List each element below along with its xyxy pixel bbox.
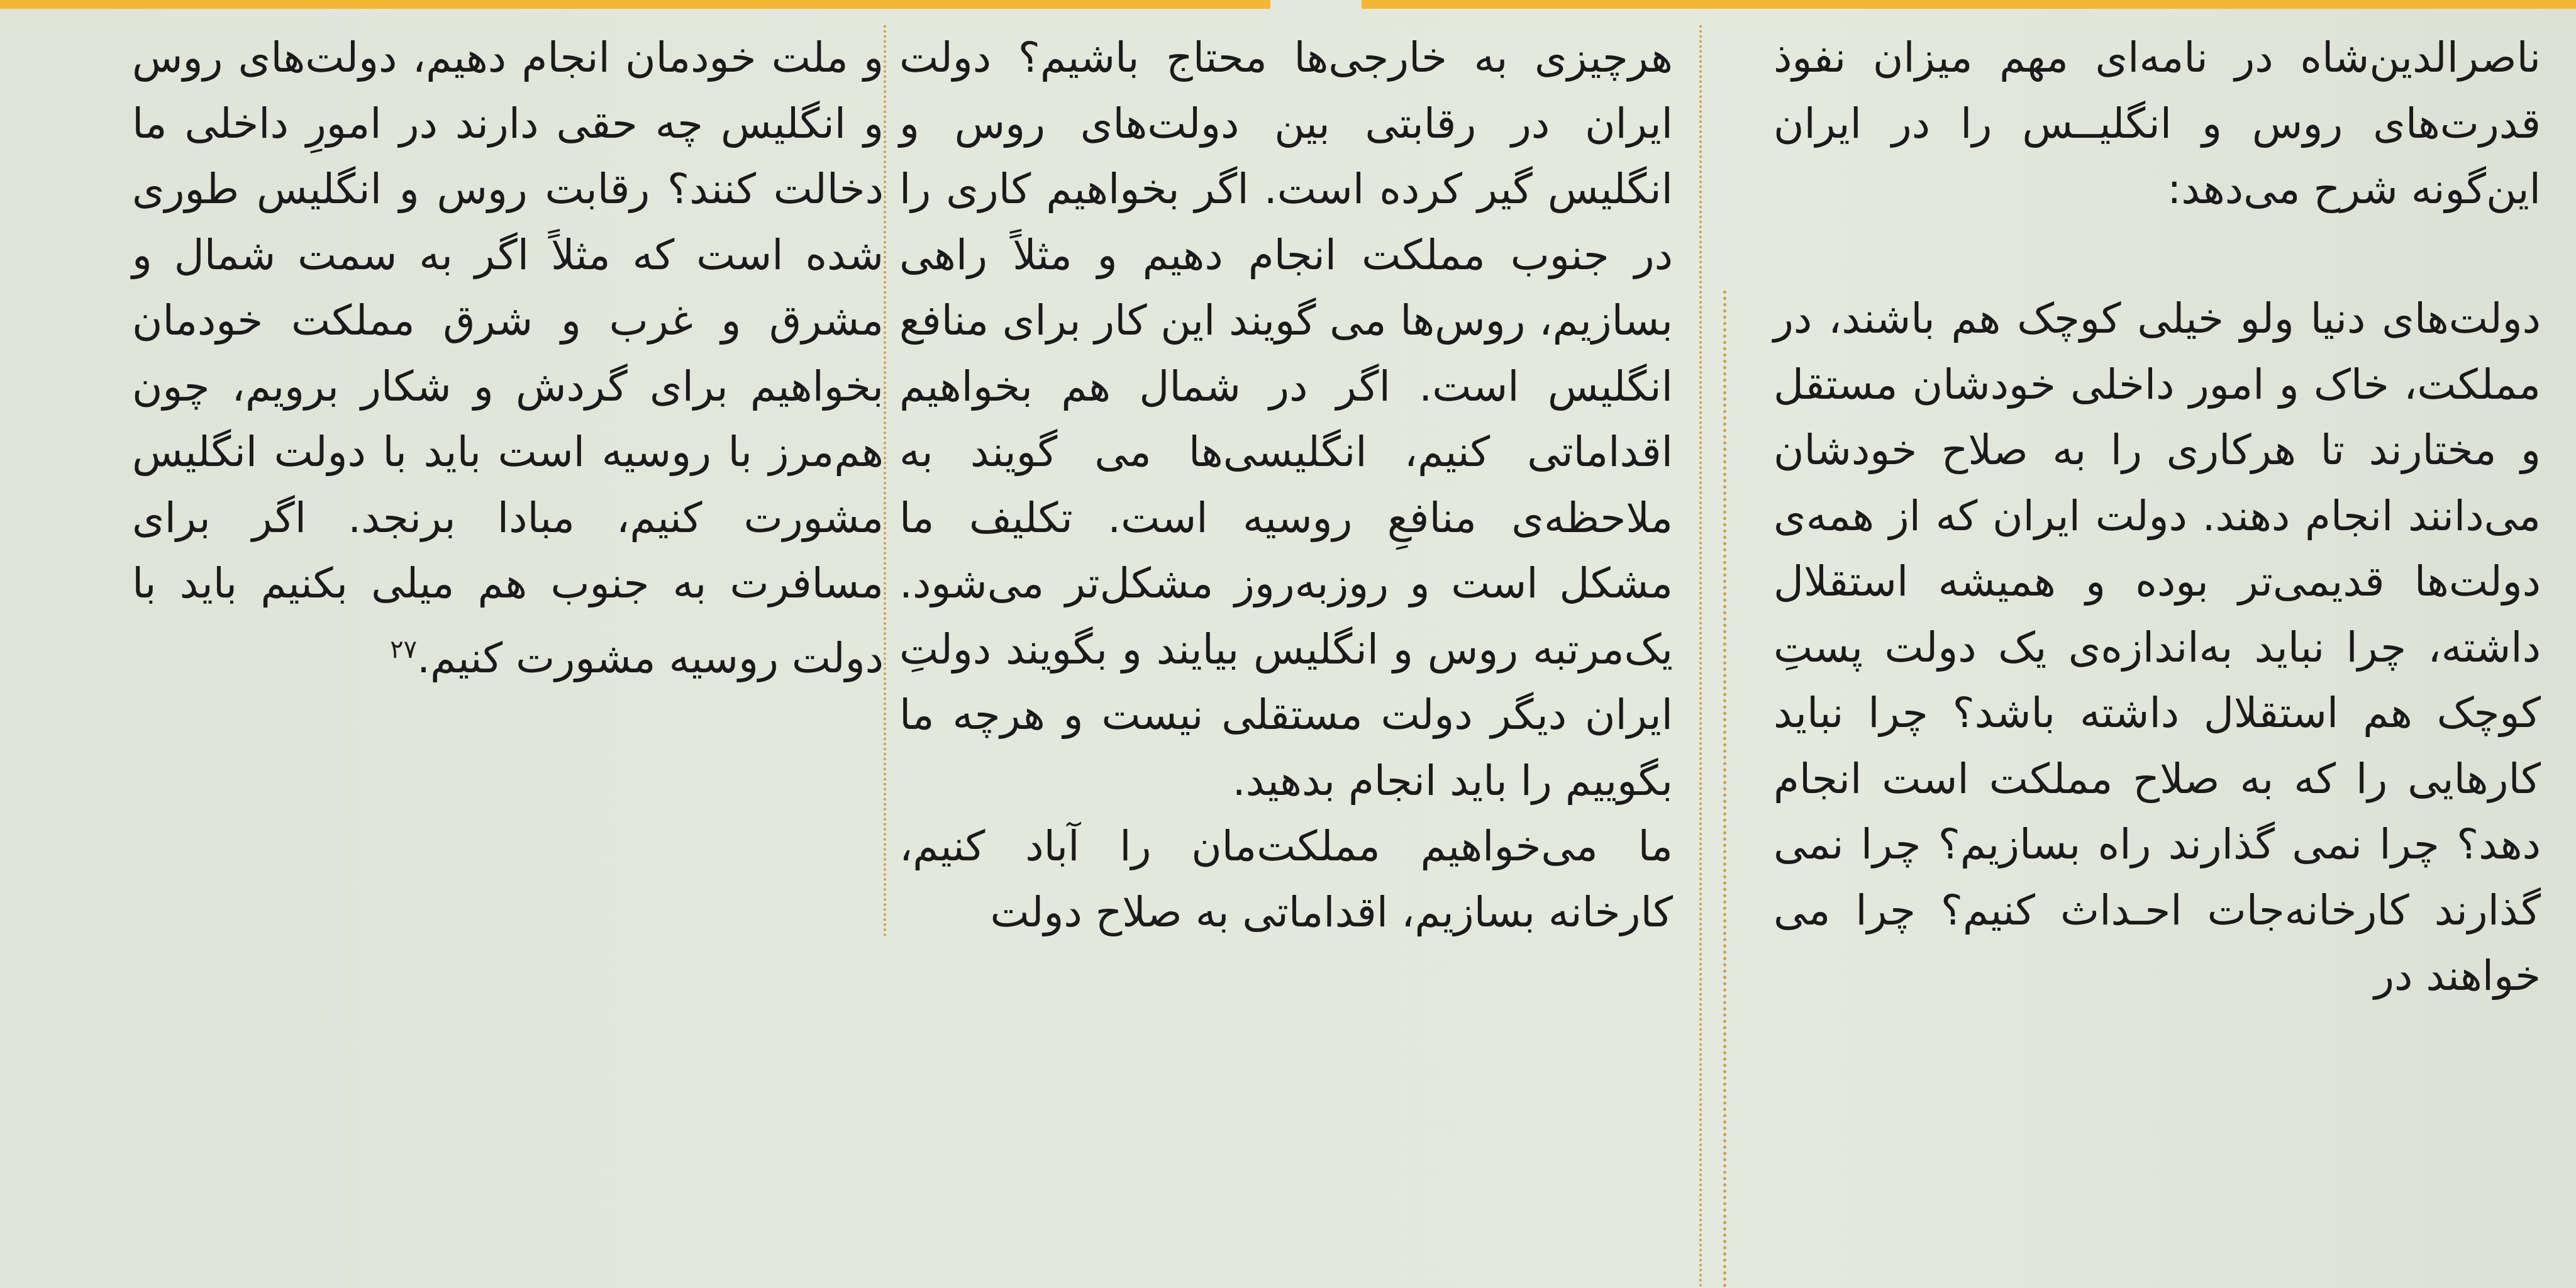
column-divider-left	[884, 25, 886, 937]
left-column	[132, 25, 884, 691]
column-divider-right	[1699, 25, 1702, 1288]
quote-text-block	[1774, 286, 2541, 1009]
footnote-marker[interactable]: ۲۷	[390, 635, 418, 664]
middle-paragraph-2: ما می‌خواهیم مملکت‌مان را آباد کنیم، کارخانه بسازیم، اقداماتی به صلاح دولت	[899, 822, 1673, 936]
middle-paragraph-1: هرچیزی به خارجی‌ها محتاج باشیم؟ دولت ایران در رقابتی بین دولت‌های روس و انگلیس گیر کرده است. اگر بخواهیم کاری را در جنوب مملکت انجام دهیم و مثلاً راهی بسازیم، روس‌ها می گویند این کار برای منافع انگلیس است. اگر در شمال هم بخواهیم اقداماتی کنیم، انگلیسی‌ها می گویند به ملاحظه‌ی منافعِ روسیه است. تکلیف ما مشکل است و روزبه‌روز مشکل‌تر می‌شود. یک‌مرتبه روس و انگلیس بیایند و بگویند دولتِ ایران دیگر دولت مستقلی نیست و هرچه ما بگوییم را باید انجام بدهید.	[899, 33, 1673, 805]
top-accent-strip-right	[1362, 0, 2576, 9]
intro-paragraph: ناصرالدین‌شاه در نامه‌ای مهم میزان نفوذ قدرت‌های روس و انگلیــس را در ایران این‌گونه شرح می‌دهد:	[1774, 33, 2541, 213]
top-accent-strip-left	[0, 0, 1270, 9]
left-paragraph-text: و ملت خودمان انجام دهیم، دولت‌های روس و انگلیس چه حقی دارند در امورِ داخلی ما دخالت کنند؟ رقابت روس و انگلیس طوری شده است که مثلاً اگر به سمت شمال و مشرق و غرب و شرق مملکت خودمان بخواهیم برای گردش و شکار برویم، چون هم‌مرز با روسیه است باید با دولت انگلیس مشورت کنیم، مبادا برنجد. اگر برای مسافرت به جنوب هم میلی بکنیم باید با دولت روسیه مشورت کنیم.	[132, 33, 884, 682]
right-column	[1774, 25, 2541, 223]
quote-paragraph: دولت‌های دنیا ولو خیلی کوچک هم باشند، در مملکت، خاک و امور داخلی خودشان مستقل و مختارند تا هرکاری را به صلاح خودشان می‌دانند انجام دهند. دولت ایران که از همه‌ی دولت‌ها قدیمی‌تر بوده و همیشه استقلال داشته، چرا نباید به‌اندازه‌ی یک دولت پستِ کوچک هم استقلال داشته باشد؟ چرا نباید کارهایی را که به صلاح مملکت است انجام دهد؟ چرا نمی گذارند راه بسازیم؟ چرا نمی گذارند کارخانه‌جات احـداث کنیم؟ چرا می خواهند در	[1774, 294, 2541, 1000]
left-paragraph	[132, 25, 884, 691]
middle-column	[899, 25, 1673, 945]
